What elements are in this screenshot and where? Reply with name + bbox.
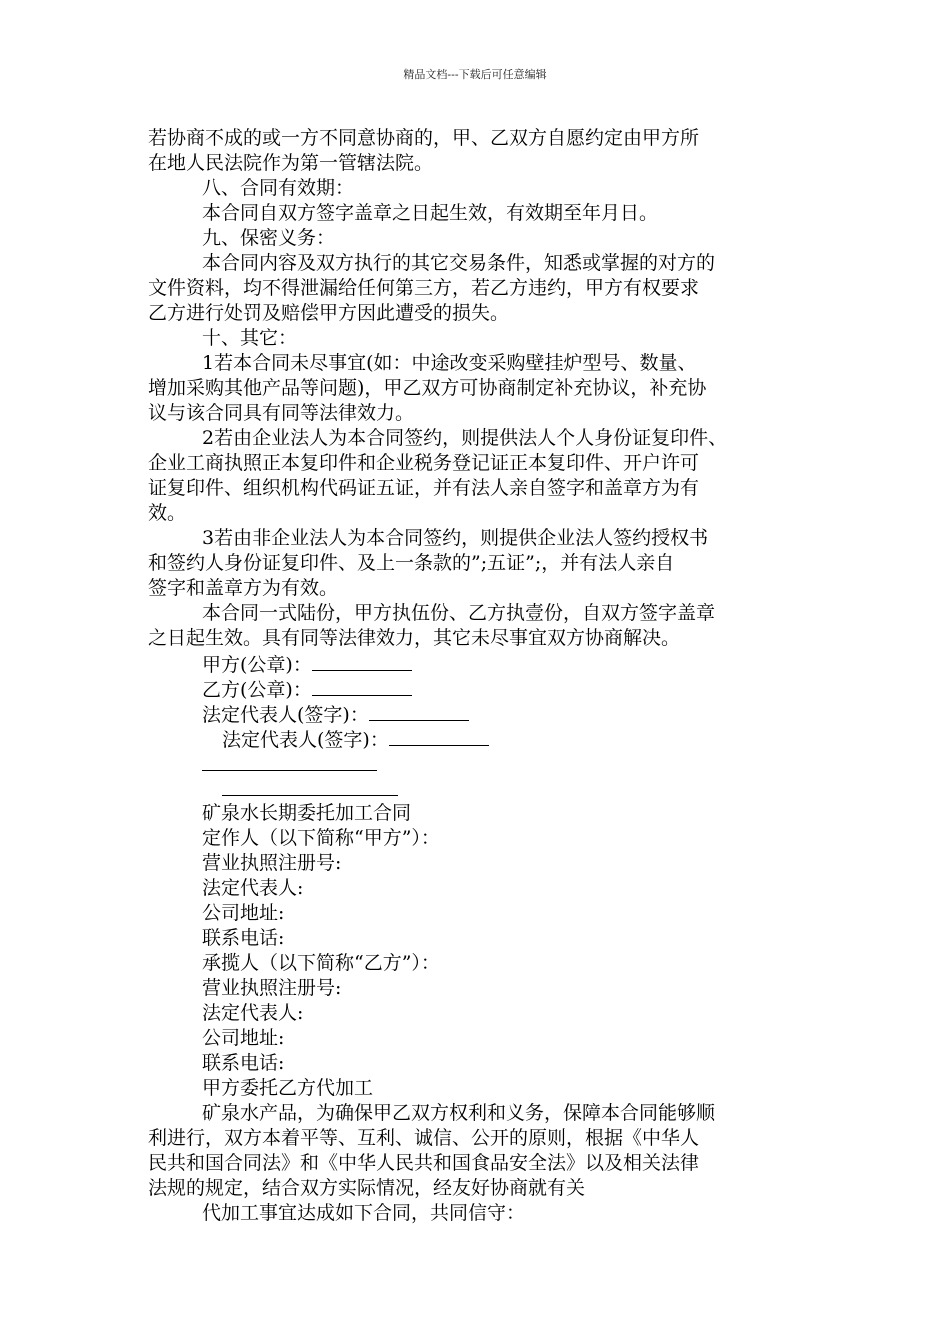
text-line: 法定代表人: [202, 877, 304, 899]
day-blank [360, 776, 398, 796]
text-line: 文件资料，均不得泄漏给任何第三方，若乙方违约，甲方有权要求 [148, 277, 700, 299]
text-line: 代加工事宜达成如下合同，共同信守： [202, 1202, 526, 1224]
year-blank [202, 751, 299, 771]
party-b-seal-blank [312, 676, 412, 696]
party-b-date-line [148, 776, 818, 801]
text-line: 议与该合同具有同等法律效力。 [148, 402, 415, 424]
text-line: 公司地址: [202, 1027, 285, 1049]
party-b-seal-label: 乙方(公章)： [202, 679, 312, 701]
text-line: 营业执照注册号: [202, 852, 342, 874]
text-line: 效。 [148, 502, 187, 524]
text-line: 本合同内容及双方执行的其它交易条件，知悉或掌握的对方的 [202, 252, 716, 274]
text-line: 1若本合同未尽事宜(如：中途改变采购壁挂炉型号、数量、 [202, 352, 697, 374]
text-line: 利进行，双方本着平等、互利、诚信、公开的原则，根据《中华人 [148, 1127, 700, 1149]
section-heading: 八、合同有效期： [202, 177, 355, 199]
party-b-signature-blank [389, 726, 489, 746]
party-b-representative-label: 法定代表人(签字)： [222, 729, 389, 751]
text-line: 证复印件、组织机构代码证五证，并有法人亲自签字和盖章方为有 [148, 477, 700, 499]
text-line: 乙方进行处罚及赔偿甲方因此遭受的损失。 [148, 302, 510, 324]
text-line: 法定代表人: [202, 1002, 304, 1024]
text-line: 本合同自双方签字盖章之日起生效，有效期至年月日。 [202, 202, 659, 224]
text-line: 本合同一式陆份，甲方执伍份、乙方执壹份，自双方签字盖章 [202, 602, 716, 624]
text-line: 法规的规定，结合双方实际情况，经友好协商就有关 [148, 1177, 586, 1199]
text-line: 联系电话: [202, 927, 285, 949]
party-a-representative-label: 法定代表人(签字)： [202, 704, 369, 726]
page-header: 精品文档---下载后可任意编辑 [403, 68, 547, 81]
text-line: 在地人民法院作为第一管辖法院。 [148, 152, 434, 174]
text-line: 签字和盖章方为有效。 [148, 577, 339, 599]
party-b-representative-line [148, 726, 818, 751]
party-a-signature-blank [369, 701, 469, 721]
year-blank [222, 776, 320, 796]
month-blank [299, 751, 339, 771]
text-line: 若协商不成的或一方不同意协商的，甲、乙双方自愿约定由甲方所 [148, 127, 700, 149]
day-blank [339, 751, 377, 771]
text-line: 企业工商执照正本复印件和企业税务登记证正本复印件、开户许可 [148, 452, 700, 474]
party-a-date-line [148, 751, 818, 776]
month-blank [320, 776, 360, 796]
text-line: 联系电话: [202, 1052, 285, 1074]
text-line: 民共和国合同法》和《中华人民共和国食品安全法》以及相关法律 [148, 1152, 700, 1174]
party-a-seal-label: 甲方(公章)： [202, 654, 312, 676]
section-heading: 九、保密义务： [202, 227, 336, 249]
text-line: 公司地址: [202, 902, 285, 924]
party-a-representative-line [148, 701, 818, 726]
text-line: 3若由非企业法人为本合同签约，则提供企业法人签约授权书 [202, 527, 709, 549]
contract-title: 矿泉水长期委托加工合同 [202, 802, 412, 824]
party-a-seal-line [148, 651, 818, 676]
document-body [148, 126, 818, 1226]
text-line: 2若由企业法人为本合同签约，则提供法人个人身份证复印件、 [202, 427, 728, 449]
text-line: 矿泉水产品，为确保甲乙双方权利和义务，保障本合同能够顺 [202, 1102, 716, 1124]
text-line: 之日起生效。具有同等法律效力，其它未尽事宜双方协商解决。 [148, 627, 681, 649]
text-line: 承揽人（以下简称“乙方”）： [202, 952, 440, 974]
text-line: 和签约人身份证复印件、及上一条款的”;五证”;，并有法人亲自 [148, 552, 675, 574]
text-line: 增加采购其他产品等问题)，甲乙双方可协商制定补充协议，补充协 [148, 377, 707, 399]
party-b-seal-line [148, 676, 818, 701]
party-a-seal-blank [312, 651, 412, 671]
text-line: 定作人（以下简称“甲方”）： [202, 827, 440, 849]
text-line: 营业执照注册号: [202, 977, 342, 999]
text-line: 甲方委托乙方代加工 [202, 1077, 374, 1099]
section-heading: 十、其它： [202, 327, 298, 349]
